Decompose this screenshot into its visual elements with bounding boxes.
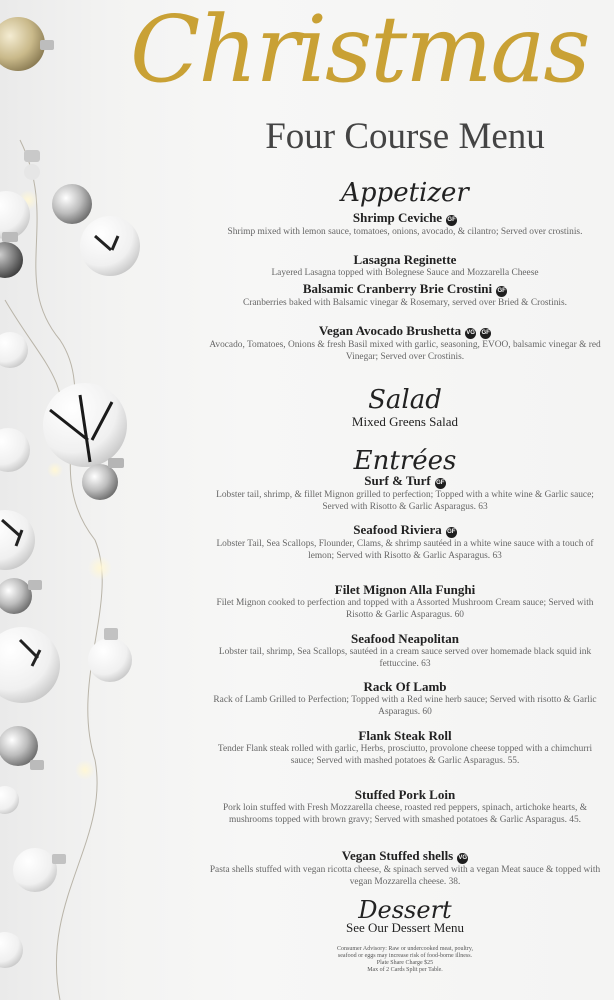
section-title-dessert: Dessert — [358, 896, 452, 924]
item-name: Seafood Neapolitan — [351, 631, 459, 646]
menu-item — [205, 679, 605, 718]
item-name: Rack Of Lamb — [363, 679, 447, 694]
item-name: Flank Steak Roll — [358, 728, 452, 743]
gf-badge-icon: GF — [446, 527, 457, 538]
item-description: Tender Flank steak rolled with garlic, Herbs, prosciutto, provolone cheese topped with a chimchurri sauce; Served with mashed potatoes & Garlic Asparagus. 55. — [217, 744, 593, 766]
item-description: Pasta shells stuffed with vegan ricotta cheese, & spinach served with a vegan Meat sauce & topped with vegan Mozzarella cheese. 38. — [209, 865, 601, 887]
item-description: Cranberries baked with Balsamic vinegar & Rosemary, served over Bried & Crostinis. — [242, 298, 568, 308]
salad-text: Mixed Greens Salad — [351, 414, 459, 429]
advisory-line: seafood or eggs may increase risk of food-borne illness. — [337, 953, 473, 959]
menu-item — [205, 252, 605, 279]
item-description: Rack of Lamb Grilled to Perfection; Topped with a Red wine herb sauce; Served with risotto & Garlic Asparagus. 60 — [213, 695, 597, 717]
gf-badge-icon: GF — [446, 215, 457, 226]
section-title-appetizer: Appetizer — [341, 178, 469, 208]
menu-content — [130, 0, 605, 1000]
menu-item — [205, 631, 605, 670]
consumer-advisory — [300, 946, 510, 974]
menu-title: Christmas — [130, 0, 589, 103]
item-name: Surf & Turf — [364, 473, 431, 488]
menu-item — [205, 787, 605, 826]
menu-item — [205, 473, 605, 513]
item-description: Lobster tail, shrimp, Sea Scallops, sautéed in a cream sauce served over homemade black squid ink fettuccine. 63 — [218, 647, 592, 669]
menu-item — [205, 582, 605, 621]
item-name: Vegan Stuffed shells — [341, 848, 454, 863]
advisory-line: Consumer Advisory: Raw or undercooked meat, poultry, — [337, 946, 473, 952]
gf-badge-icon: GF — [480, 328, 491, 339]
menu-item — [205, 522, 605, 562]
item-description: Layered Lasagna topped with Bolegnese Sauce and Mozzarella Cheese — [271, 268, 539, 278]
vg-badge-icon: VG — [457, 853, 468, 864]
item-name: Filet Mignon Alla Funghi — [334, 582, 476, 597]
menu-item — [205, 848, 605, 888]
menu-item — [205, 210, 605, 238]
menu-item — [205, 728, 605, 767]
item-description: Filet Mignon cooked to perfection and topped with a Assorted Mushroom Cream sauce; Served with Risotto & Garlic Asparagus. 60 — [216, 598, 594, 620]
item-description: Lobster Tail, Sea Scallops, Flounder, Clams, & shrimp sautéed in a white wine sauce with a touch of lemon; Served with Risotto & Garlic Asparagus. 63 — [216, 539, 594, 561]
menu-item — [205, 281, 605, 309]
item-description: Avocado, Tomatoes, Onions & fresh Basil mixed with garlic, seasoning, EVOO, balsamic vinegar & red Vinegar; Served over Crostinis. — [209, 340, 601, 362]
item-name: Shrimp Ceviche — [352, 210, 443, 225]
ornament-decoration — [0, 0, 150, 1000]
menu-subtitle: Four Course Menu — [265, 116, 545, 157]
vg-badge-icon: VG — [465, 328, 476, 339]
section-title-entrees: Entrées — [353, 446, 457, 476]
advisory-line: Plate Share Charge $25 — [376, 960, 434, 966]
item-name: Stuffed Pork Loin — [354, 787, 456, 802]
dessert-text: See Our Dessert Menu — [345, 920, 465, 935]
advisory-line: Max of 2 Cards Split per Table. — [367, 967, 443, 973]
item-name: Seafood Riviera — [353, 522, 442, 537]
item-name: Vegan Avocado Brushetta — [318, 323, 462, 338]
item-description: Pork loin stuffed with Fresh Mozzarella cheese, roasted red peppers, spinach, artichoke hearts, & mushrooms topped with brown gravy; Served with smashed potatoes & Garlic Asparagus. 45. — [222, 803, 588, 825]
menu-item — [205, 323, 605, 363]
gf-badge-icon: GF — [496, 286, 507, 297]
item-description: Shrimp mixed with lemon sauce, tomatoes, onions, avocado, & cilantro; Served over crostinis. — [227, 227, 583, 237]
item-name: Balsamic Cranberry Brie Crostini — [302, 281, 493, 296]
section-title-salad: Salad — [368, 385, 442, 415]
item-name: Lasagna Reginette — [353, 252, 457, 267]
gf-badge-icon: GF — [435, 478, 446, 489]
item-description: Lobster tail, shrimp, & fillet Mignon grilled to perfection; Topped with a white wine & Garlic sauce; Served with Risotto & Garlic Asparagus. 63 — [216, 490, 594, 512]
